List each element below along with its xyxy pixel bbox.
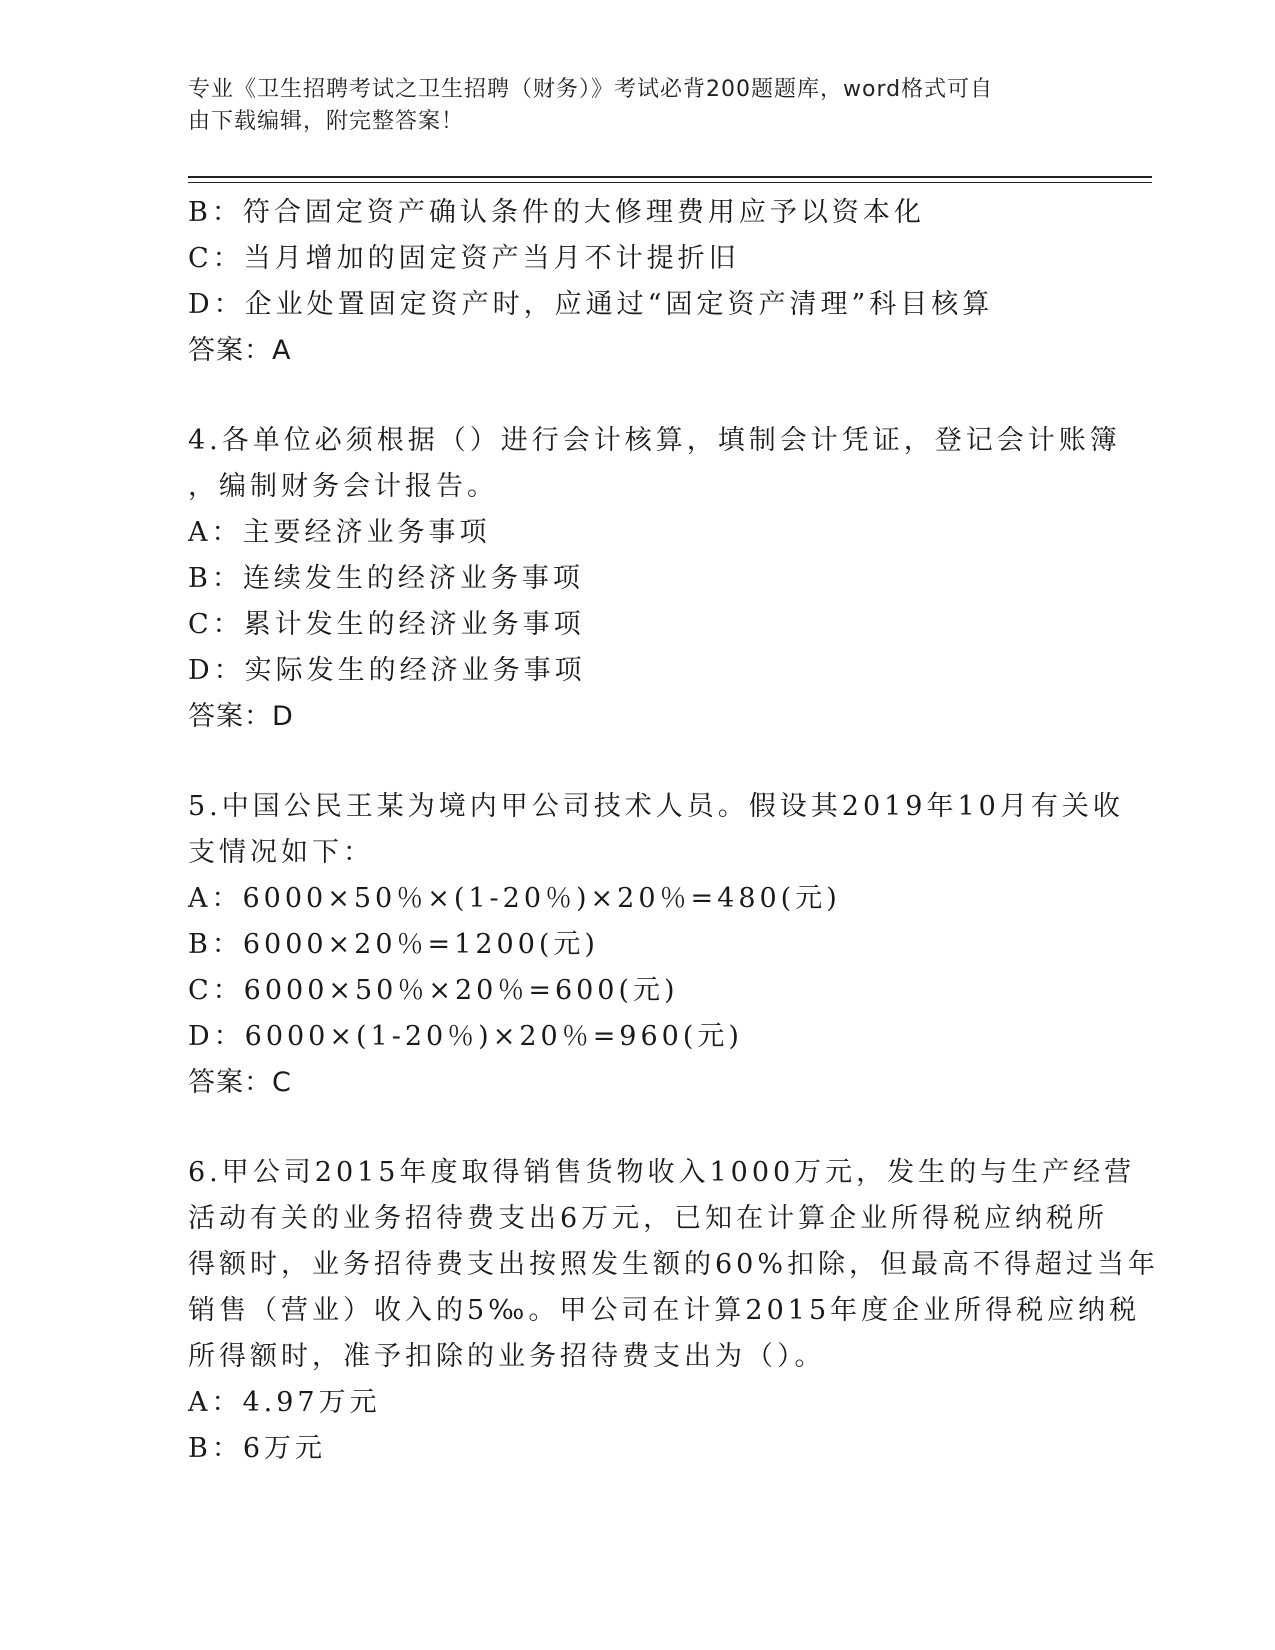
question-stem-line: 5.中国公民王某为境内甲公司技术人员。假设其2019年10月有关收 [188, 791, 1124, 822]
answer-line: 答案：C [188, 1067, 292, 1098]
answer-line: 答案：D [188, 701, 294, 732]
option-a: A：6000×50％×(1-20％)×20％=480(元) [188, 883, 841, 914]
question-5 [188, 784, 1124, 1106]
header-divider-thin [188, 182, 1152, 183]
option-d: D：6000×(1-20％)×20％=960(元) [188, 1021, 743, 1052]
question-6 [188, 1150, 1160, 1472]
question-stem-line: 得额时，业务招待费支出按照发生额的60%扣除，但最高不得超过当年 [188, 1249, 1160, 1280]
option-b: B：6000×20％=1200(元) [188, 929, 599, 960]
option-d: D：企业处置固定资产时，应通过“固定资产清理”科目核算 [188, 289, 994, 320]
option-a: A：主要经济业务事项 [188, 517, 491, 548]
option-d: D：实际发生的经济业务事项 [188, 655, 586, 686]
question-stem-line: 活动有关的业务招待费支出6万元，已知在计算企业所得税应纳税所 [188, 1203, 1109, 1234]
answer-line: 答案：A [188, 335, 292, 366]
option-a: A：4.97万元 [188, 1387, 381, 1418]
option-b: B：连续发生的经济业务事项 [188, 563, 584, 594]
question-stem-line: 所得额时，准予扣除的业务招待费支出为（）。 [188, 1341, 826, 1372]
question-3 [188, 190, 1088, 374]
question-stem-line: 支情况如下： [188, 837, 374, 868]
option-c: C：当月增加的固定资产当月不计提折旧 [188, 243, 740, 274]
header-line-2: 由下载编辑，附完整答案！ [188, 109, 465, 134]
question-4 [188, 418, 1121, 740]
question-stem-line: 4.各单位必须根据（）进行会计核算，填制会计凭证，登记会计账簿 [188, 425, 1121, 456]
option-c: C：累计发生的经济业务事项 [188, 609, 585, 640]
spacer [188, 740, 1088, 784]
question-stem-line: 销售（营业）收入的5‰。甲公司在计算2015年度企业所得税应纳税 [188, 1295, 1141, 1326]
header-line-1: 专业《卫生招聘考试之卫生招聘（财务）》考试必背200题题库，word格式可自 [188, 77, 994, 102]
option-b: B：符合固定资产确认条件的大修理费用应予以资本化 [188, 197, 925, 228]
option-b: B：6万元 [188, 1433, 327, 1464]
header-divider-thick [188, 176, 1152, 178]
question-stem-line: ，编制财务会计报告。 [188, 471, 498, 502]
option-c: C：6000×50％×20％=600(元) [188, 975, 679, 1006]
document-header [188, 74, 1078, 138]
question-list [188, 190, 1160, 1472]
spacer [188, 1106, 1088, 1150]
spacer [188, 374, 1088, 418]
question-stem-line: 6.甲公司2015年度取得销售货物收入1000万元，发生的与生产经营 [188, 1157, 1136, 1188]
